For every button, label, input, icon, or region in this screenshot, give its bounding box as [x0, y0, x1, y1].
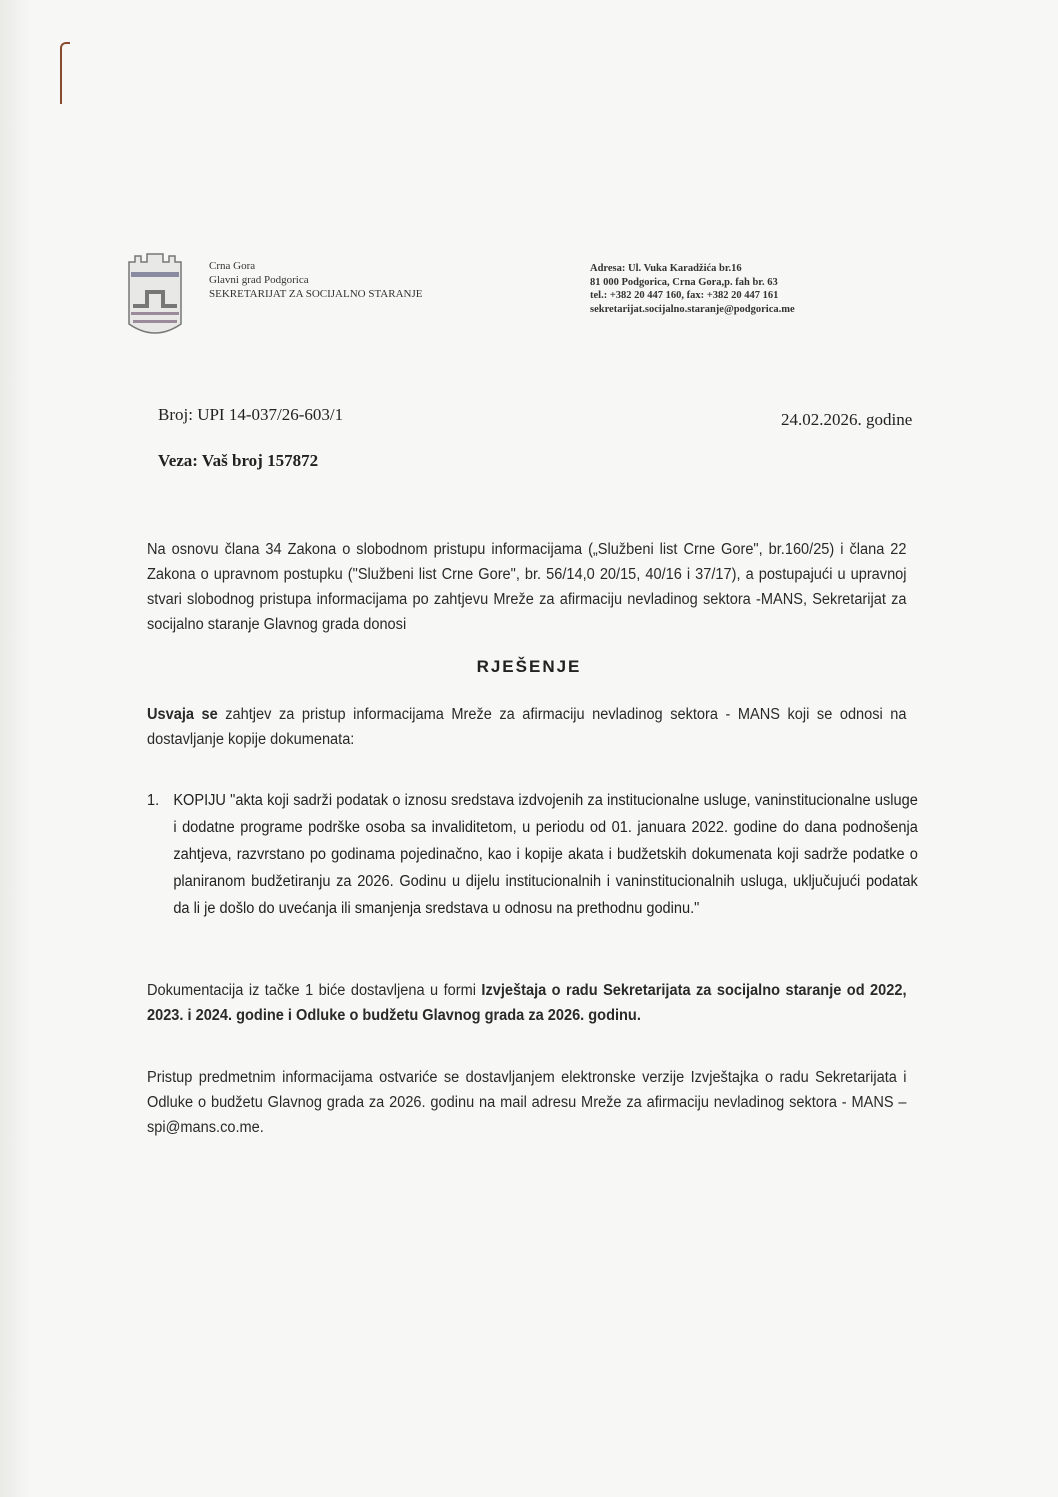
access-paragraph: Pristup predmetnim informacijama ostvariće se dostavljanjem elektronske verzije Izvještajka o radu Sekretarijata i Odluke o budžetu Glavnog grada za 2026. godinu na mail adresu Mreže za afirmaciju nevladinog sektora - MANS – spi@mans.co.me. [147, 1069, 907, 1136]
list-item [147, 787, 918, 922]
contact-header [590, 262, 795, 316]
intro-paragraph: Na osnovu člana 34 Zakona o slobodnom pristupu informacijama („Službeni list Crne Gore", br.160/25) i člana 22 Zakona o upravnom postupku ("Službeni list Crne Gore", br. 56/14,0 20/15, 40/16 i 37/17), a postupajući u upravnoj stvari slobodnog pristupa informacijama po zahtjevu Mreže za afirmaciju nevladinog sektora -MANS, Sekretarijat za socijalno staranje Glavnog grada donosi [147, 541, 907, 633]
country-line: Crna Gora [209, 260, 256, 272]
phone-line: tel.: +382 20 447 160, fax: +382 20 447 161 [590, 290, 779, 301]
documentation-paragraph [147, 978, 907, 1028]
city-line: Glavni grad Podgorica [209, 274, 309, 286]
document-date: 24.02.2026. godine [781, 410, 913, 429]
email-line: sekretarijat.socijalno.staranje@podgorica.me [590, 303, 795, 315]
decision-paragraph [147, 702, 907, 752]
decision-title: RJEŠENJE [476, 657, 582, 676]
pen-mark [60, 42, 70, 104]
documentation-text: Dokumentacija iz tačke 1 biće dostavljena u formi [147, 982, 482, 999]
reference-link: Veza: Vaš broj 157872 [158, 451, 319, 470]
institution-header [209, 259, 422, 301]
address-line: Adresa: Ul. Vuka Karadžića br.16 [590, 263, 742, 274]
list-number: 1. [147, 792, 160, 809]
postal-line: 81 000 Podgorica, Crna Gora,p. fah br. 63 [590, 276, 778, 288]
scan-edge-shadow [0, 0, 30, 1497]
coat-of-arms-logo [125, 250, 185, 338]
secretariat-line: SEKRETARIJAT ZA SOCIJALNO STARANJE [209, 288, 423, 300]
reference-number: Broj: UPI 14-037/26-603/1 [158, 405, 344, 424]
decision-text: zahtjev za pristup informacijama Mreže za afirmaciju nevladinog sektora - MANS koji se odnosi na dostavljanje kopije dokumenata: [147, 706, 907, 748]
list-text: KOPIJU "akta koji sadrži podatak o iznosu sredstava izdvojenih za institucionalne usluge, vaninstitucionalne usluge i dodatne programe podrške osoba sa invaliditetom, u periodu od 01. januara 2022. godine do dana podnošenja zahtjeva, razvrstano po godinama pojedinačno, kao i kopije akata i budžetskih dokumenata koji sadrže podatke o planiranom budžetiranju za 2026. Godinu u dijelu institucionalnih i vaninstitucionalnih usluga, uključujući podatak da li je došlo do uvećanja ili smanjenja sredstava u odnosu na prethodnu godinu." [173, 792, 918, 917]
documentation-bold: Izvještaja o radu Sekretarijata za socijalno staranje od 2022, 2023. i 2024. godine i Odluke o budžetu Glavnog grada za 2026. godinu. [147, 982, 907, 1024]
decision-bold: Usvaja se [147, 706, 218, 723]
